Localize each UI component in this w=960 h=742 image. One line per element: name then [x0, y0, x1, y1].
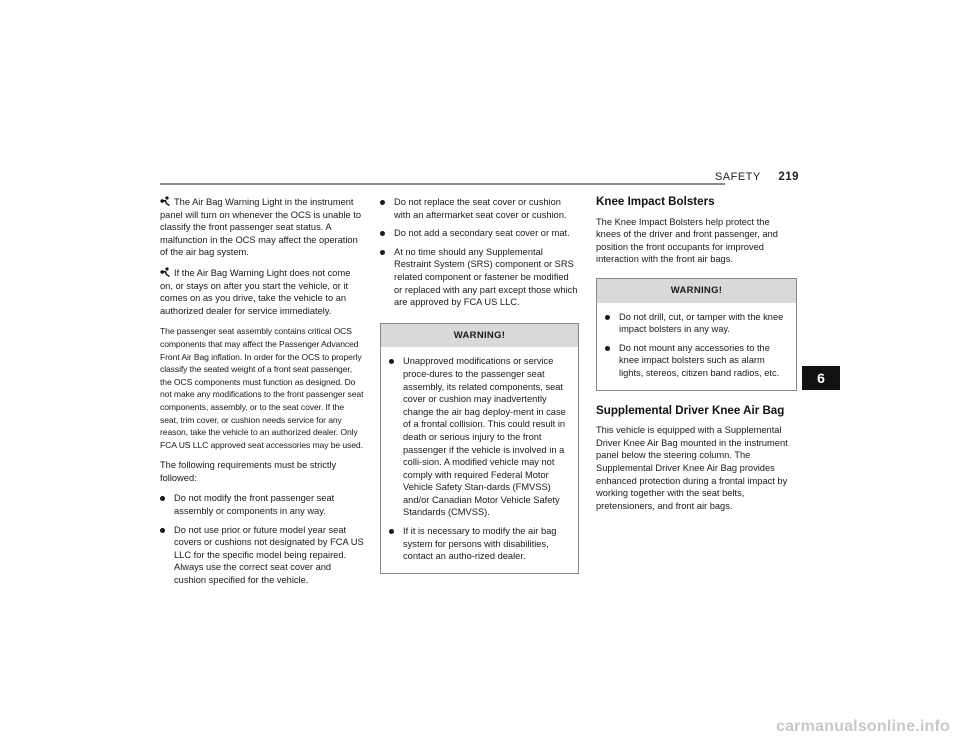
page-number: 219	[778, 171, 799, 183]
list-item: Unapproved modifications or service proce-dures to the passenger seat assembly, its related components, seat cover or cushion may inadvertently change the air bag deploy-ment in case of a frontal collision. This could result in death or serious injury to the front passenger if the vehicle is involved in a colli-sion. A modified vehicle may not comply with required Federal Motor Vehicle Safety Stan-dards (FMVSS) and/or Canadian Motor Vehicle Safety Standards (CMVSS).	[389, 355, 572, 519]
list-item: Do not add a secondary seat cover or mat.	[380, 227, 579, 240]
warning-body	[381, 347, 578, 573]
list-item: Do not modify the front passenger seat assembly or components in any way.	[160, 492, 364, 517]
warning-box-knee-bolsters	[596, 278, 797, 391]
requirements-list	[160, 492, 364, 586]
paragraph-seat-assembly: The passenger seat assembly contains critical OCS components that may affect the Passenger Advanced Front Air Bag inflation. In order for the OCS to properly classify the seated weight of a front seat passenger, the OCS components must function as designed. Do not make any modifications to the front passenger seat components, assembly, or to the seat cover. If the seat, trim cover, or cushion needs service for any reason, take the vehicle to an authorized dealer. Only FCA US LLC approved seat accessories may be used.	[160, 326, 364, 450]
warning-list	[389, 355, 572, 563]
bullet-icon	[380, 250, 385, 255]
column-left	[160, 196, 364, 595]
paragraph-warning-light-ocs	[160, 196, 364, 259]
list-item: Do not replace the seat cover or cushion with an aftermarket seat cover or cushion.	[380, 196, 579, 221]
text: The Air Bag Warning Light in the instrument panel will turn on whenever the OCS is unable to classify the front passenger seat status. A malfunction in the OCS may affect the operation of the air bag system.	[160, 197, 362, 258]
heading-knee-air-bag: Supplemental Driver Knee Air Bag	[596, 403, 785, 417]
column-middle	[380, 196, 579, 586]
bullet-icon	[389, 529, 394, 534]
bullet-icon	[605, 346, 610, 351]
paragraph-requirements: The following requirements must be strictly followed:	[160, 460, 337, 483]
bullet-icon	[380, 200, 385, 205]
warning-title: WARNING!	[381, 324, 578, 348]
paragraph-warning-light-service	[160, 267, 364, 317]
section-title: SAFETY	[714, 171, 761, 183]
bullet-icon	[160, 496, 165, 501]
header-rule	[160, 183, 725, 185]
warning-body	[597, 303, 796, 390]
bullet-icon	[380, 231, 385, 236]
airbag-warning-icon	[160, 267, 171, 277]
list-item: Do not mount any accessories to the knee impact bolsters such as alarm lights, stereos, citizen band radios, etc.	[605, 342, 790, 380]
warning-title: WARNING!	[597, 279, 796, 303]
list-item: If it is necessary to modify the air bag system for persons with disabilities, contact an autho-rized dealer.	[389, 525, 572, 563]
requirements-list-continued	[380, 196, 579, 309]
bullet-icon	[605, 315, 610, 320]
heading-knee-impact-bolsters: Knee Impact Bolsters	[596, 195, 715, 208]
list-item: At no time should any Supplemental Restraint System (SRS) component or SRS related component or fastener be modified or replaced with any part except those which are approved by FCA US LLC.	[380, 246, 579, 309]
bullet-icon	[389, 359, 394, 364]
watermark: carmanualsonline.info	[775, 718, 950, 735]
list-item: Do not drill, cut, or tamper with the knee impact bolsters in any way.	[605, 311, 790, 336]
warning-box-seat-modifications	[380, 323, 579, 574]
chapter-tab: 6	[802, 366, 840, 390]
text: If the Air Bag Warning Light does not come on, or stays on after you start the vehicle, or it comes on as you drive, take the vehicle to an authorized dealer for service immediately.	[160, 267, 351, 316]
bullet-icon	[160, 528, 165, 533]
paragraph-knee-bolsters: The Knee Impact Bolsters help protect the knees of the driver and front passenger, and position the front occupants for improved interaction with the front air bags.	[596, 216, 778, 265]
warning-list	[605, 311, 790, 380]
column-right	[596, 196, 797, 520]
paragraph-knee-air-bag: This vehicle is equipped with a Supplemental Driver Knee Air Bag mounted in the instrument panel below the steering column. The Supplemental Driver Knee Air Bag provides enhanced protection during a frontal impact by working together with the seat belts, pretensioners, and front air bags.	[596, 425, 788, 511]
airbag-warning-icon	[160, 196, 171, 206]
list-item: Do not use prior or future model year seat covers or cushions not designated by FCA US LLC for the specific model being repaired. Always use the correct seat cover and cushion specified for the vehicle.	[160, 524, 364, 587]
running-header	[715, 171, 799, 183]
